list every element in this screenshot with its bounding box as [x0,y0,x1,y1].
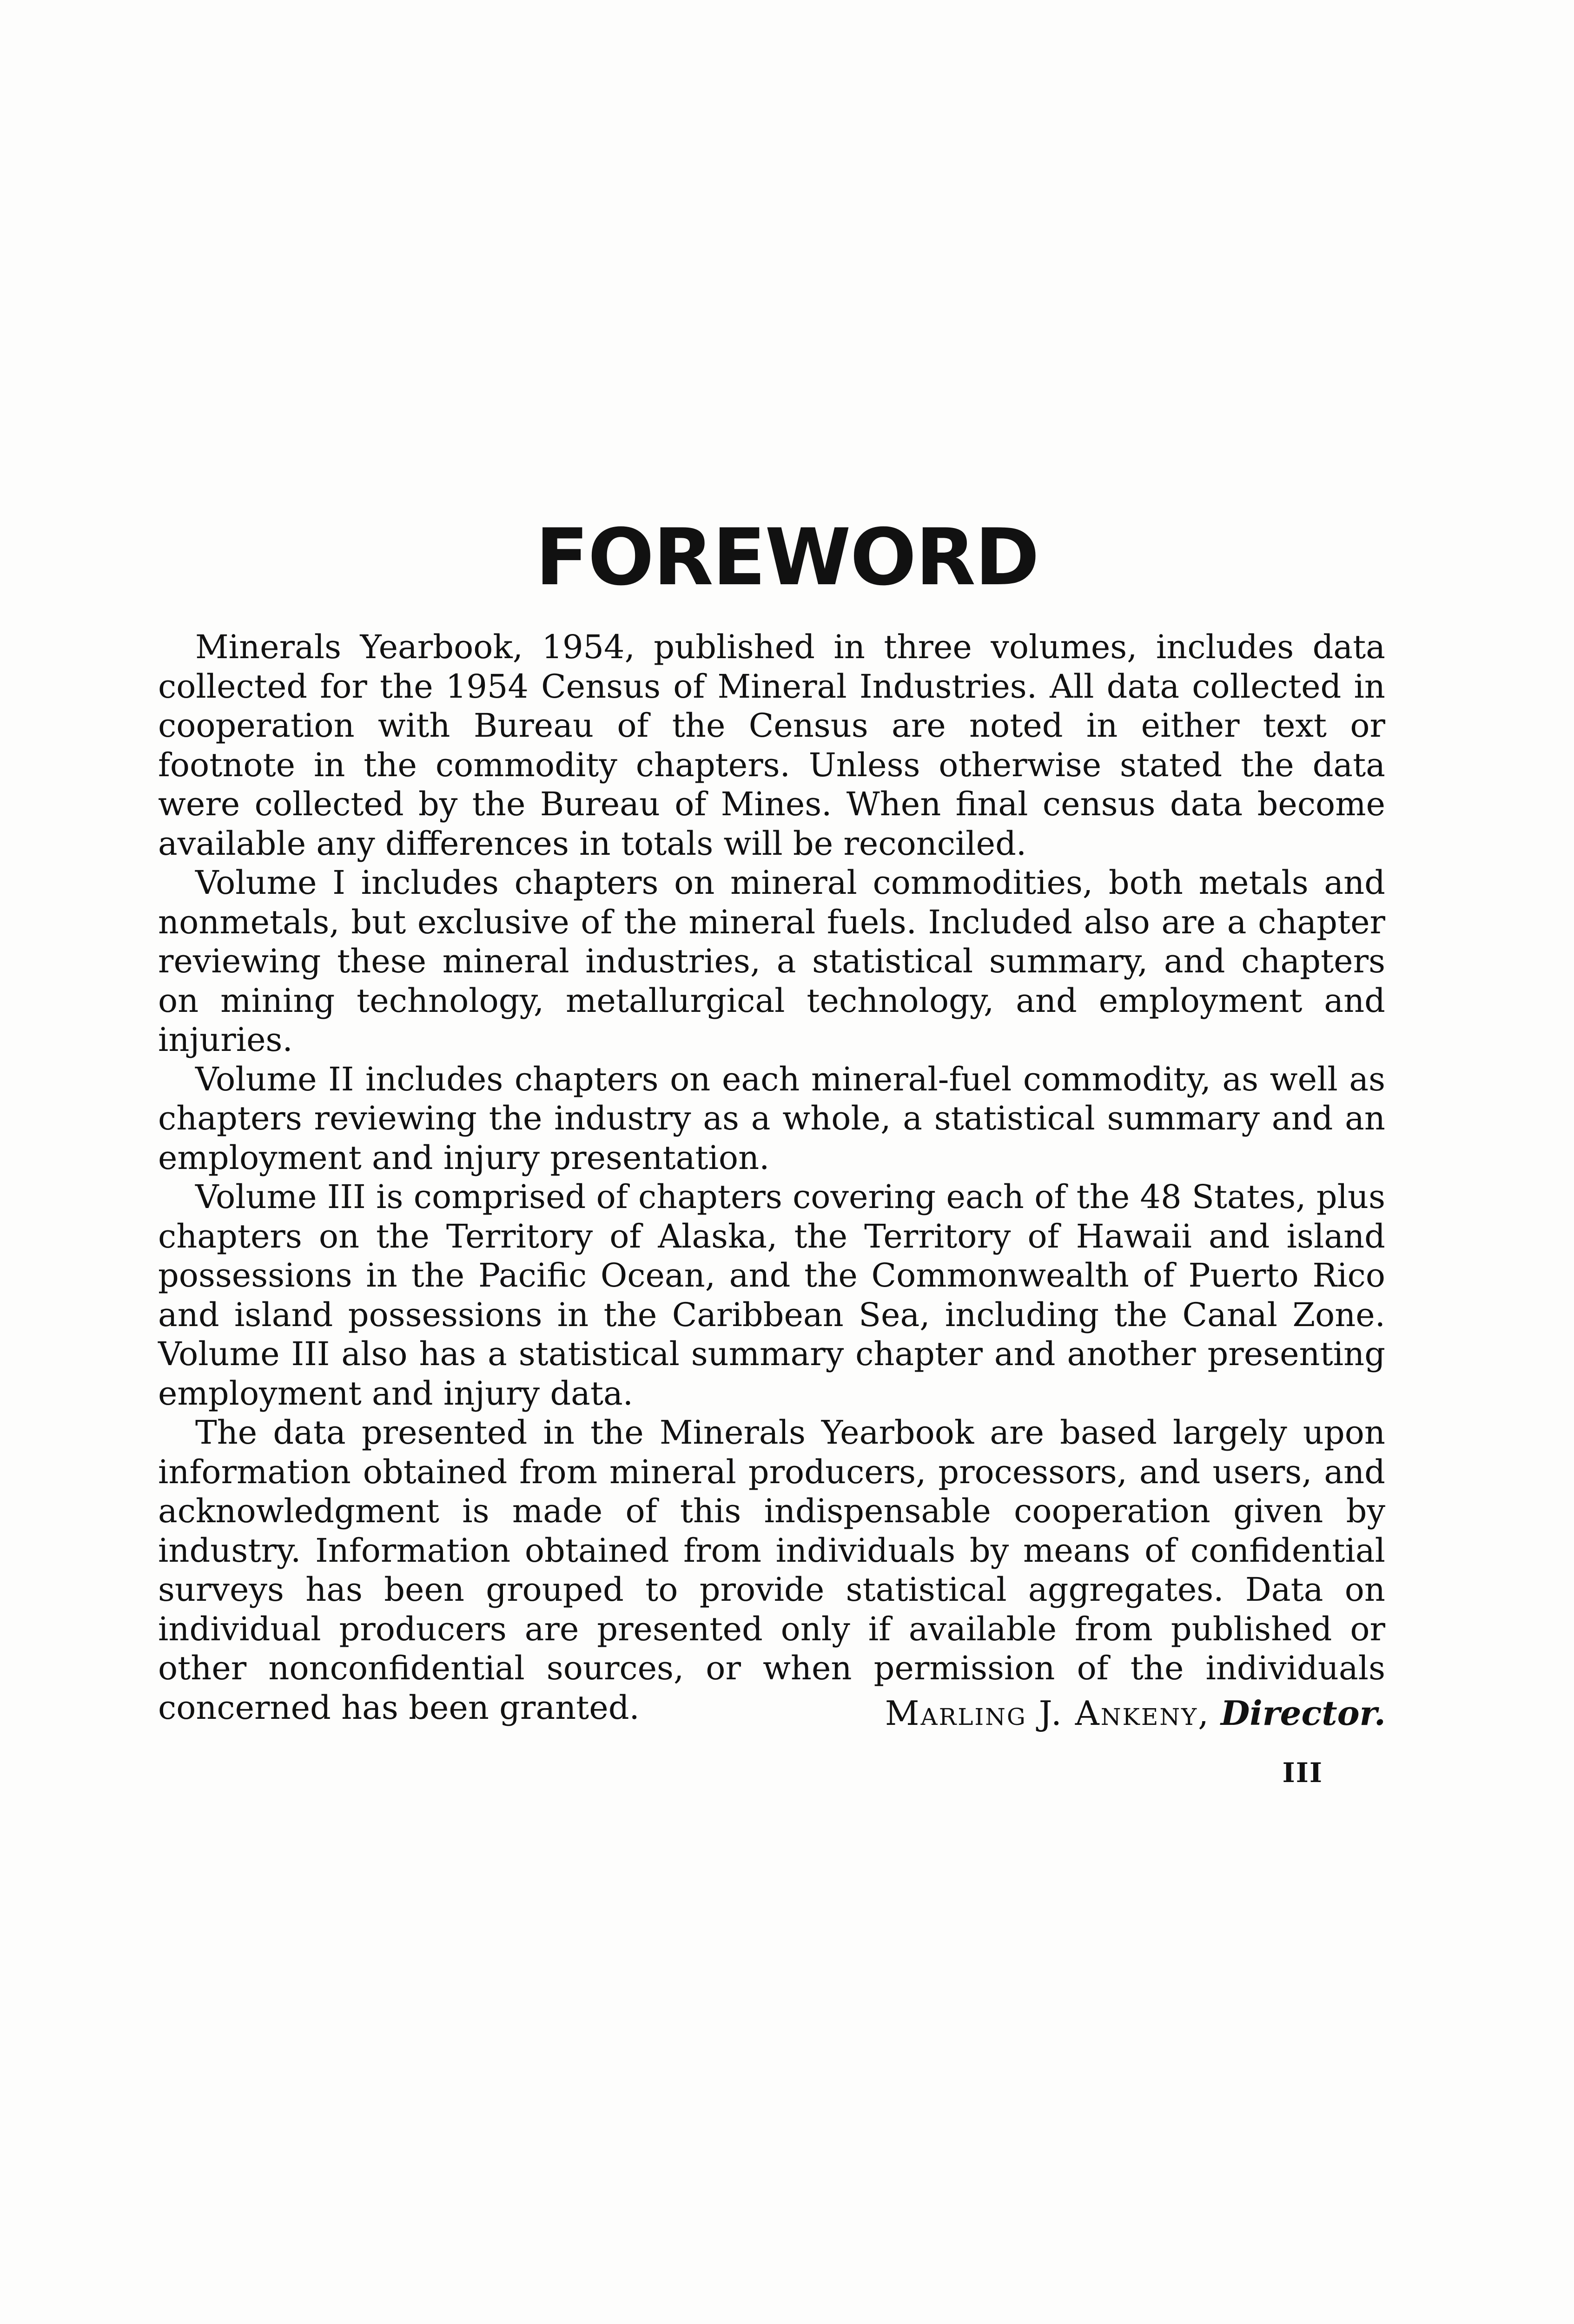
paragraph-volume-3: Volume III is comprised of chapters covering each of the 48 States, plus chapters on the Territory of Alaska, the Territory of Hawaii and island possessions in the Pacific Ocean, and the Commonwealth of Puerto Rico and island possessions in the Caribbean Sea, including the Canal Zone. Volume III also has a statistical summary chapter and another presenting employment and injury data. [158,1178,1385,1413]
paragraph-acknowledgment: The data presented in the Minerals Yearbook are based largely upon information obtained from mineral producers, processors, and users, and acknowledgment is made of this indispensable cooperation given by industry. Information obtained from individuals by means of confidential surveys has been grouped to provide statistical aggregates. Data on individual producers are presented only if available from published or other nonconfidential sources, or when permission of the individuals concerned has been granted. [158,1413,1385,1727]
signatory-title: Director. [1220,1693,1386,1733]
signatory-name: Marling J. Ankeny, [885,1694,1210,1733]
paragraph-volume-1: Volume I includes chapters on mineral commodities, both metals and nonmetals, but exclusive of the mineral fuels. Included also are a chapter reviewing these mineral industries, a statistical summary, and chapters on mining technology, metallurgical technology, and employment and injuries. [158,864,1385,1059]
page-number: III [1282,1757,1323,1789]
foreword-body [158,627,1385,1727]
paragraph-intro: Minerals Yearbook, 1954, published in three volumes, includes data collected for the 1954 Census of Mineral Industries. All data collected in cooperation with Bureau of the Census are noted in either text or footnote in the commodity chapters. Unless otherwise stated the data were collected by the Bureau of Mines. When final census data become available any differences in totals will be reconciled. [158,628,1385,863]
page-title: FOREWORD [535,512,1039,603]
paragraph-volume-2: Volume II includes chapters on each mineral-fuel commodity, as well as chapters reviewing the industry as a whole, a statistical summary and an employment and injury presentation. [158,1060,1385,1177]
signature-block [885,1693,1386,1733]
